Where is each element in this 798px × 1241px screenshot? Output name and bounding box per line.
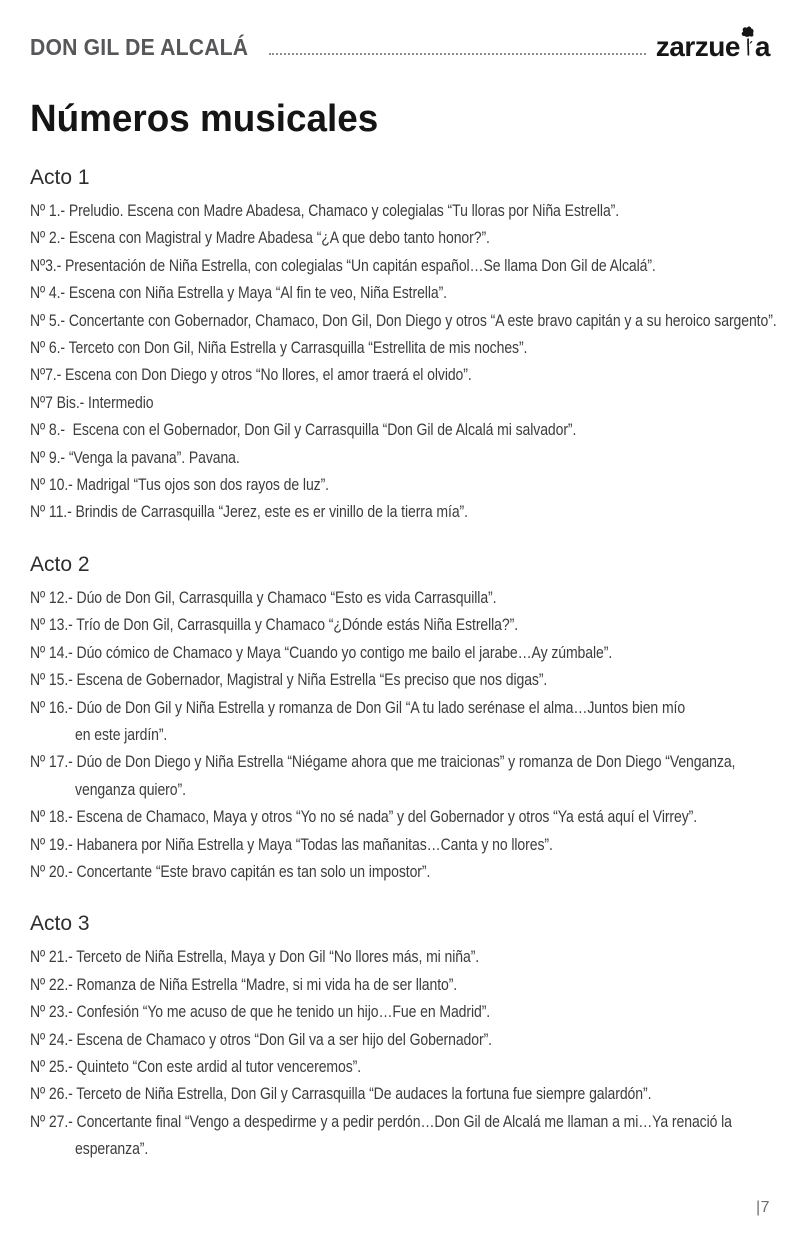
logo-text-post: a [754,31,770,62]
item-line: Nº 9.- “Venga la pavana”. Pavana. [30,448,240,467]
item-line: Nº 16.- Dúo de Don Gil y Niña Estrella y romanza de Don Gil “A tu lado serénase el alma…Juntos bien mío [30,698,686,717]
musical-number-item [30,1027,770,1054]
musical-number-item [30,1054,770,1081]
musical-number-item [30,944,770,971]
musical-number-item [30,612,770,639]
item-line: Nº 12.- Dúo de Don Gil, Carrasquilla y Chamaco “Esto es vida Carrasquilla”. [30,588,497,607]
item-line: Nº 14.- Dúo cómico de Chamaco y Maya “Cuando yo contigo me bailo el jarabe…Ay zúmbale”. [30,643,613,662]
musical-number-item [30,804,770,831]
dotted-leader [269,53,646,55]
item-line: Nº3.- Presentación de Niña Estrella, con colegialas “Un capitán español…Se llama Don Gil de Alcalá”. [30,256,656,275]
musical-number-item [30,749,770,804]
act-section [30,553,770,886]
musical-numbers-list [30,944,770,1163]
musical-number-item [30,972,770,999]
item-line: venganza quiero”. [75,780,186,799]
item-line: Nº 11.- Brindis de Carrasquilla “Jerez, este es er vinillo de la tierra mía”. [30,503,468,522]
item-line: en este jardín”. [75,725,168,744]
musical-number-item [30,445,770,472]
item-line: Nº 4.- Escena con Niña Estrella y Maya “Al fin te veo, Niña Estrella”. [30,284,447,303]
musical-numbers-list [30,198,777,527]
musical-number-item [30,390,770,417]
act-section [30,166,777,527]
item-line: Nº 13.- Trío de Don Gil, Carrasquilla y Chamaco “¿Dónde estás Niña Estrella?”. [30,616,519,635]
item-line: Nº 18.- Escena de Chamaco, Maya y otros “Yo no sé nada” y del Gobernador y otros “Ya está aquí el Virrey”. [30,808,698,827]
item-line: Nº 15.- Escena de Gobernador, Magistral y Niña Estrella “Es preciso que nos digas”. [30,671,548,690]
item-line: Nº 8.- Escena con el Gobernador, Don Gil y Carrasquilla “Don Gil de Alcalá mi salvador”. [30,421,577,440]
musical-number-item [30,1081,770,1108]
item-line: Nº 24.- Escena de Chamaco y otros “Don Gil va a ser hijo del Gobernador”. [30,1030,492,1049]
item-line: Nº 19.- Habanera por Niña Estrella y Maya “Todas las mañanitas…Canta y no llores”. [30,835,553,854]
musical-number-item [30,308,777,335]
item-line: Nº 2.- Escena con Magistral y Madre Abadesa “¿A que debo tanto honor?”. [30,229,490,248]
item-line: Nº7.- Escena con Don Diego y otros “No llores, el amor traerá el olvido”. [30,366,472,385]
item-line: Nº7 Bis.- Intermedio [30,393,154,412]
page-header [30,28,770,62]
page-number: |7 [755,1199,770,1216]
musical-number-item [30,585,770,612]
item-line: Nº 1.- Preludio. Escena con Madre Abadesa, Chamaco y colegialas “Tu lloras por Niña Estrella”. [30,202,620,220]
item-line: Nº 10.- Madrigal “Tus ojos son dos rayos de luz”. [30,476,329,495]
musical-number-item [30,667,770,694]
musical-number-item [30,640,770,667]
musical-number-item [30,999,770,1026]
musical-number-item [30,472,770,499]
zarzuela-logo [656,26,770,62]
carnation-flower-icon [741,26,754,56]
musical-number-item [30,417,770,444]
item-line: Nº 17.- Dúo de Don Diego y Niña Estrella “Niégame ahora que me traicionas” y romanza de Don Diego “Venganza, [30,753,736,772]
item-line: Nº 6.- Terceto con Don Gil, Niña Estrella y Carrasquilla “Estrellita de mis noches”. [30,339,528,358]
musical-number-item [30,335,770,362]
item-line: Nº 20.- Concertante “Este bravo capitán es tan solo un impostor”. [30,862,431,881]
act-section [30,912,770,1163]
logo-text-pre: zarzue [655,31,740,62]
musical-numbers-list [30,585,770,886]
item-line: Nº 22.- Romanza de Niña Estrella “Madre, si mi vida ha de ser llanto”. [30,975,458,994]
act-heading: Acto 1 [30,166,90,189]
act-heading: Acto 3 [30,912,90,936]
item-line: Nº 5.- Concertante con Gobernador, Chamaco, Don Gil, Don Diego y otros “A este bravo capitán y a su heroico sargento”. [30,311,777,330]
musical-number-item [30,362,770,389]
work-title: DON GIL DE ALCALÁ [30,34,249,60]
musical-number-item [30,198,770,225]
musical-number-item [30,253,770,280]
musical-number-item [30,1109,770,1164]
musical-number-item [30,832,770,859]
musical-number-item [30,499,770,526]
musical-number-item [30,695,770,750]
item-line: Nº 27.- Concertante final “Vengo a despedirme y a pedir perdón…Don Gil de Alcalá me llaman a mi…Ya renació la [30,1112,732,1131]
item-line: Nº 26.- Terceto de Niña Estrella, Don Gil y Carrasquilla “De audaces la fortuna fue siempre galardón”. [30,1085,652,1104]
item-line: Nº 23.- Confesión “Yo me acuso de que he tenido un hijo…Fue en Madrid”. [30,1003,491,1022]
page-title: Números musicales [30,98,379,140]
item-line: Nº 21.- Terceto de Niña Estrella, Maya y Don Gil “No llores más, mi niña”. [30,948,480,967]
musical-number-item [30,859,770,886]
musical-number-item [30,225,770,252]
act-heading: Acto 2 [30,552,90,576]
item-line: Nº 25.- Quinteto “Con este ardid al tutor venceremos”. [30,1057,362,1076]
item-line: esperanza”. [75,1140,149,1159]
musical-number-item [30,280,770,307]
